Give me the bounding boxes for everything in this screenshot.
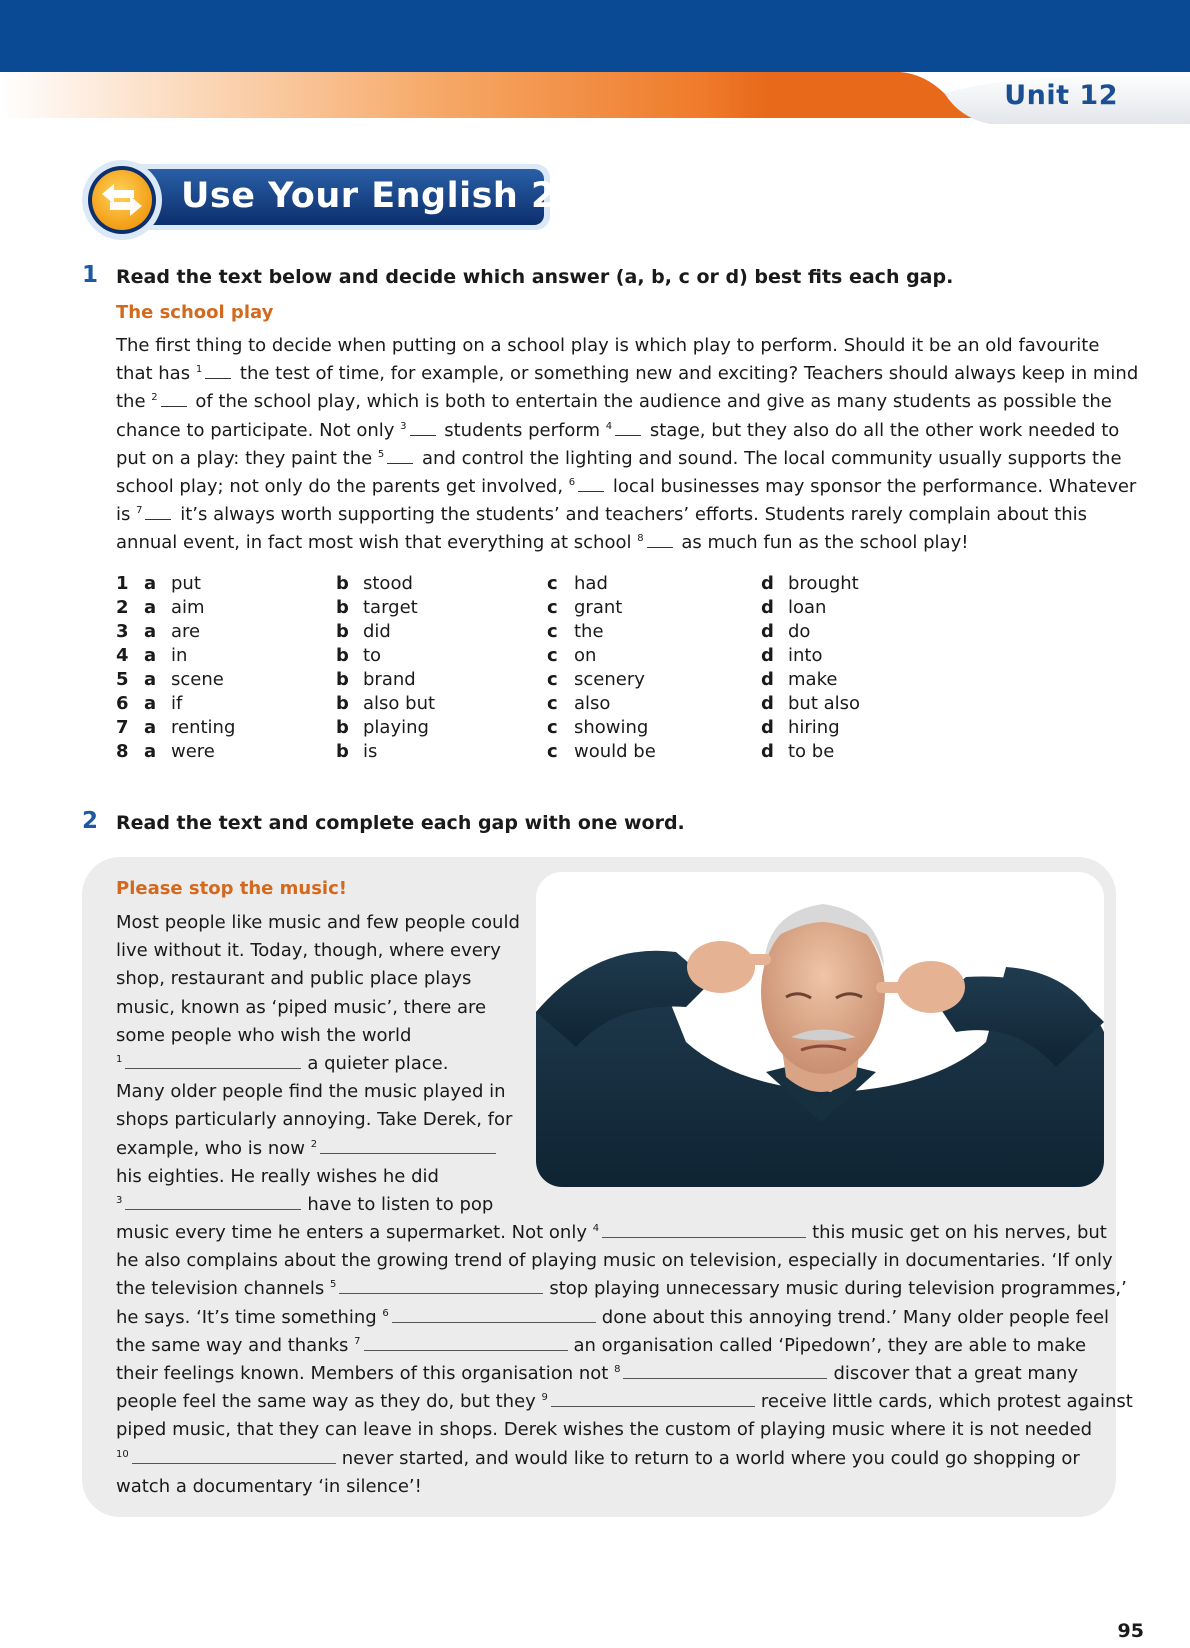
photo-man-covering-ears [536, 872, 1104, 1187]
option-a[interactable]: scene [171, 669, 224, 690]
answer-gap[interactable] [161, 393, 187, 407]
option-question-number: 8 [116, 741, 129, 762]
option-question-number: 1 [116, 573, 129, 594]
header-band [0, 0, 1190, 72]
option-c[interactable]: grant [574, 597, 623, 618]
passage-line: the television channels $^5$ stop playing unnecessary music during television programmes,’ [116, 1278, 1127, 1300]
option-b[interactable]: also but [363, 693, 436, 714]
option-letter: c [547, 717, 558, 738]
option-c[interactable]: also [574, 693, 611, 714]
option-letter: a [144, 741, 157, 762]
option-letter: c [547, 597, 558, 618]
option-c[interactable]: showing [574, 717, 649, 738]
answer-gap[interactable] [320, 1140, 496, 1154]
option-letter: b [336, 669, 349, 690]
option-b[interactable]: is [363, 741, 378, 762]
gap-number: 8 [614, 1364, 621, 1376]
passage-line: watch a documentary ‘in silence’! [116, 1475, 422, 1497]
option-letter: b [336, 741, 349, 762]
passage-line: put on a play: they paint the $^5$ and control the lighting and sound. The local community usually supports the [116, 447, 1122, 469]
option-b[interactable]: did [363, 621, 391, 642]
option-question-number: 3 [116, 621, 129, 642]
gap-number: 6 [382, 1307, 389, 1319]
passage-line: school play; not only do the parents get involved, $^6$ local businesses may sponsor the performance. Whatever [116, 476, 1137, 498]
option-a[interactable]: put [171, 573, 201, 594]
option-a[interactable]: aim [171, 597, 205, 618]
option-letter: c [547, 573, 558, 594]
option-a[interactable]: in [171, 645, 188, 666]
exercise-2-passage-bottom [116, 1219, 1133, 1501]
option-letter: a [144, 645, 157, 666]
gap-number: 3 [116, 1195, 123, 1207]
option-b[interactable]: playing [363, 717, 429, 738]
option-d[interactable]: loan [788, 597, 827, 618]
gap-number: 7 [354, 1335, 361, 1347]
answer-gap[interactable] [364, 1337, 568, 1351]
option-letter: d [761, 669, 774, 690]
answer-gap[interactable] [132, 1450, 336, 1464]
option-letter: b [336, 693, 349, 714]
option-question-number: 6 [116, 693, 129, 714]
passage-line: live without it. Today, though, where every [116, 940, 501, 962]
option-letter: a [144, 573, 157, 594]
answer-gap[interactable] [145, 506, 171, 520]
gap-number: 1 [116, 1054, 123, 1066]
answer-gap[interactable] [410, 422, 436, 436]
passage-line: shop, restaurant and public place plays [116, 968, 472, 990]
option-a[interactable]: were [171, 741, 215, 762]
option-d[interactable]: brought [788, 573, 859, 594]
gap-number: 4 [592, 1223, 600, 1234]
passage-line: he also complains about the growing trend of playing music on television, especially in documentaries. ‘If only [116, 1250, 1113, 1272]
option-letter: a [144, 621, 157, 642]
exercise-2-instruction: Read the text and complete each gap with one word. [116, 812, 685, 834]
option-letter: b [336, 645, 349, 666]
option-question-number: 5 [116, 669, 129, 690]
option-a[interactable]: renting [171, 717, 236, 738]
option-c[interactable]: scenery [574, 669, 645, 690]
passage-line: Most people like music and few people could [116, 912, 520, 933]
option-letter: d [761, 573, 774, 594]
answer-gap[interactable] [125, 1196, 301, 1210]
option-letter: d [761, 621, 774, 642]
option-letter: d [761, 645, 774, 666]
passage-line: $^3$ have to listen to pop [116, 1194, 494, 1216]
passage-line: that has $^1$ the test of time, for example, or something new and exciting? Teachers should always keep in mind [116, 363, 1139, 385]
passage-line: their feelings known. Members of this organisation not $^8$ discover that a great many [116, 1363, 1078, 1385]
exercise-2-title: Please stop the music! [116, 878, 347, 899]
option-d[interactable]: to be [788, 741, 835, 762]
option-letter: b [336, 597, 349, 618]
option-letter: d [761, 717, 774, 738]
option-letter: a [144, 693, 157, 714]
option-b[interactable]: target [363, 597, 418, 618]
option-c[interactable]: the [574, 621, 604, 642]
option-d[interactable]: do [788, 621, 811, 642]
option-d[interactable]: make [788, 669, 838, 690]
option-letter: a [144, 669, 157, 690]
passage-line: music every time he enters a supermarket. Not only $^4$ this music get on his nerves, but [116, 1222, 1107, 1243]
gap-number: 10 [116, 1448, 129, 1460]
passage-line: chance to participate. Not only $^3$ students perform $^4$ stage, but they also do all the other work needed to [116, 419, 1120, 441]
option-question-number: 2 [116, 597, 129, 618]
gap-number: 8 [637, 533, 644, 545]
answer-gap[interactable] [578, 478, 604, 492]
passage-line: example, who is now $^2$ [116, 1135, 526, 1163]
option-c[interactable]: on [574, 645, 597, 666]
passage-line: Many older people find the music played in [116, 1081, 506, 1103]
gap-number: 4 [605, 420, 613, 432]
exercise-2-number: 2 [82, 808, 99, 834]
option-b[interactable]: stood [363, 573, 413, 594]
passage-line: piped music, that they can leave in shops. Derek wishes the custom of playing music where it is not needed [116, 1419, 1093, 1441]
answer-gap[interactable] [339, 1280, 543, 1294]
passage-line: his eighties. He really wishes he did [116, 1165, 439, 1187]
option-letter: c [547, 621, 558, 642]
passage-line: the $^2$ of the school play, which is both to entertain the audience and give as many students as possible the [116, 391, 1112, 413]
gap-number: 2 [310, 1138, 318, 1150]
option-letter: d [761, 693, 774, 714]
option-letter: c [547, 741, 558, 762]
answer-gap[interactable] [602, 1224, 806, 1238]
option-letter: a [144, 597, 157, 618]
answer-gap[interactable] [615, 422, 641, 436]
passage-line: annual event, in fact most wish that everything at school $^8$ as much fun as the school play! [116, 532, 969, 554]
passage-line: shops particularly annoying. Take Derek, for [116, 1109, 513, 1131]
option-letter: b [336, 573, 349, 594]
passage-line: the same way and thanks $^7$ an organisation called ‘Pipedown’, they are able to make [116, 1334, 1087, 1356]
option-letter: c [547, 693, 558, 714]
passage-line: $^{10}$ never started, and would like to return to a world where you could go shopping or [116, 1447, 1080, 1469]
gap-number: 3 [400, 420, 407, 432]
option-letter: c [547, 669, 558, 690]
option-b[interactable]: brand [363, 669, 416, 690]
option-letter: b [336, 621, 349, 642]
option-letter: d [761, 741, 774, 762]
gap-number: 6 [568, 477, 576, 489]
answer-gap[interactable] [125, 1055, 301, 1069]
option-question-number: 7 [116, 717, 129, 738]
passage-line: is $^7$ it’s always worth supporting the students’ and teachers’ efforts. Students rarely complain about this [116, 504, 1087, 526]
gap-number: 5 [329, 1279, 337, 1291]
exercise-1-passage [116, 332, 1139, 558]
passage-line: people feel the same way as they do, but they $^9$ receive little cards, which protest against [116, 1391, 1133, 1413]
option-c[interactable]: would be [574, 741, 656, 762]
option-c[interactable]: had [574, 573, 608, 594]
option-d[interactable]: but also [788, 693, 861, 714]
gap-number: 1 [195, 364, 203, 376]
exercise-1-number: 1 [82, 262, 99, 288]
passage-line: The first thing to decide when putting on a school play is which play to perform. Should it be an old favourite [116, 335, 1100, 356]
option-question-number: 4 [116, 645, 129, 666]
gap-number: 7 [136, 505, 143, 517]
option-a[interactable]: if [171, 693, 183, 714]
answer-gap[interactable] [387, 450, 413, 464]
option-letter: b [336, 717, 349, 738]
answer-gap[interactable] [623, 1365, 827, 1379]
gap-number: 2 [151, 392, 158, 404]
option-a[interactable]: are [171, 621, 201, 642]
passage-line: $^1$ a quieter place. [116, 1053, 449, 1075]
option-d[interactable]: into [788, 645, 823, 666]
option-b[interactable]: to [363, 645, 382, 666]
section-title: Use Your English 2 [181, 176, 556, 216]
gap-number: 9 [541, 1392, 548, 1404]
exercise-1-instruction: Read the text below and decide which answer (a, b, c or d) best fits each gap. [116, 266, 954, 288]
option-letter: a [144, 717, 157, 738]
passage-line: music, known as ‘piped music’, there are [116, 996, 487, 1018]
page-number: 95 [1117, 1620, 1144, 1642]
option-d[interactable]: hiring [788, 717, 840, 738]
answer-gap[interactable] [392, 1309, 596, 1323]
option-letter: c [547, 645, 558, 666]
passage-line: he says. ‘It’s time something $^6$ done about this annoying trend.’ Many older people feel [116, 1306, 1110, 1328]
exercise-2-passage-top [116, 909, 526, 1219]
passage-line: some people who wish the world [116, 1024, 412, 1046]
gap-number: 5 [377, 448, 385, 460]
answer-gap[interactable] [551, 1393, 755, 1407]
man-covering-ears-illustration [536, 872, 1104, 1187]
answer-gap[interactable] [647, 534, 673, 548]
option-letter: d [761, 597, 774, 618]
unit-label: Unit 12 [1004, 80, 1118, 111]
exercise-1-title: The school play [116, 302, 274, 323]
answer-gap[interactable] [205, 365, 231, 379]
